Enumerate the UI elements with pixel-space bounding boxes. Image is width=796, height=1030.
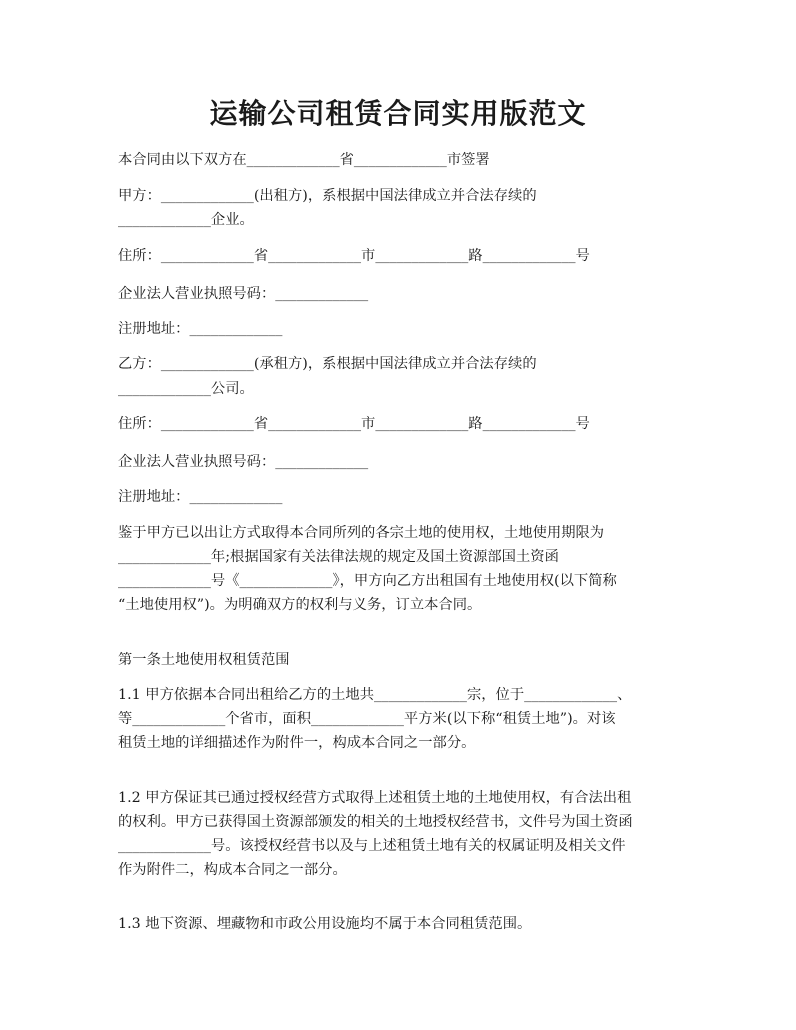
party-b-type-line: _____________公司。 [118, 381, 254, 397]
clause-1-2-line: 的权利。甲方已获得国土资源部颁发的相关的土地授权经营书，文件号为国土资函 [118, 814, 633, 830]
party-a-address-line: 住所：_____________省_____________市_____________路_____________号 [118, 248, 590, 264]
clause-1-2-line: 1.2 甲方保证其已通过授权经营方式取得上述租赁土地的土地使用权，有合法出租 [118, 790, 632, 806]
preamble-line: 鉴于甲方已以出让方式取得本合同所列的各宗土地的使用权，土地使用期限为 [118, 525, 605, 541]
party-b-address-line: 住所：_____________省_____________市_____________路_____________号 [118, 416, 590, 432]
article-1-heading: 第一条土地使用权租赁范围 [118, 652, 290, 668]
party-a-type-line: _____________企业。 [118, 212, 254, 228]
clause-1-2-line: _____________号。该授权经营书以及与上述租赁土地有关的权属证明及相关文件 [118, 838, 626, 854]
party-a-license-line: 企业法人营业执照号码：_____________ [118, 286, 369, 302]
clause-1-1-line: 等_____________个省市，面积_____________平方米(以下称“租赁土地”)。对该 [118, 711, 616, 727]
preamble-line: “土地使用权”)。为明确双方的权利与义务，订立本合同。 [118, 597, 482, 613]
party-a-line: 甲方：_____________(出租方)，系根据中国法律成立并合法存续的 [118, 188, 537, 204]
signing-location-line: 本合同由以下双方在_____________省_____________市签署 [118, 152, 490, 168]
preamble-line: _____________年;根据国家有关法律法规的规定及国土资源部国土资函 [118, 549, 559, 565]
document-title: 运输公司租赁合同实用版范文 [209, 97, 587, 130]
preamble-line: _____________号《_____________》，甲方向乙方出租国有土地使用权(以下简称 [118, 573, 617, 589]
clause-1-1-line: 租赁土地的详细描述作为附件一，构成本合同之一部分。 [118, 735, 476, 751]
clause-1-1-line: 1.1 甲方依据本合同出租给乙方的土地共_____________宗，位于_____________、 [118, 687, 632, 703]
party-a-registered-address-line: 注册地址：_____________ [118, 321, 283, 337]
party-b-registered-address-line: 注册地址：_____________ [118, 489, 283, 505]
clause-1-3-line: 1.3 地下资源、埋藏物和市政公用设施均不属于本合同租赁范围。 [118, 916, 532, 932]
party-b-line: 乙方：_____________(承租方)，系根据中国法律成立并合法存续的 [118, 356, 537, 372]
clause-1-2-line: 作为附件二，构成本合同之一部分。 [118, 862, 347, 878]
party-b-license-line: 企业法人营业执照号码：_____________ [118, 454, 369, 470]
